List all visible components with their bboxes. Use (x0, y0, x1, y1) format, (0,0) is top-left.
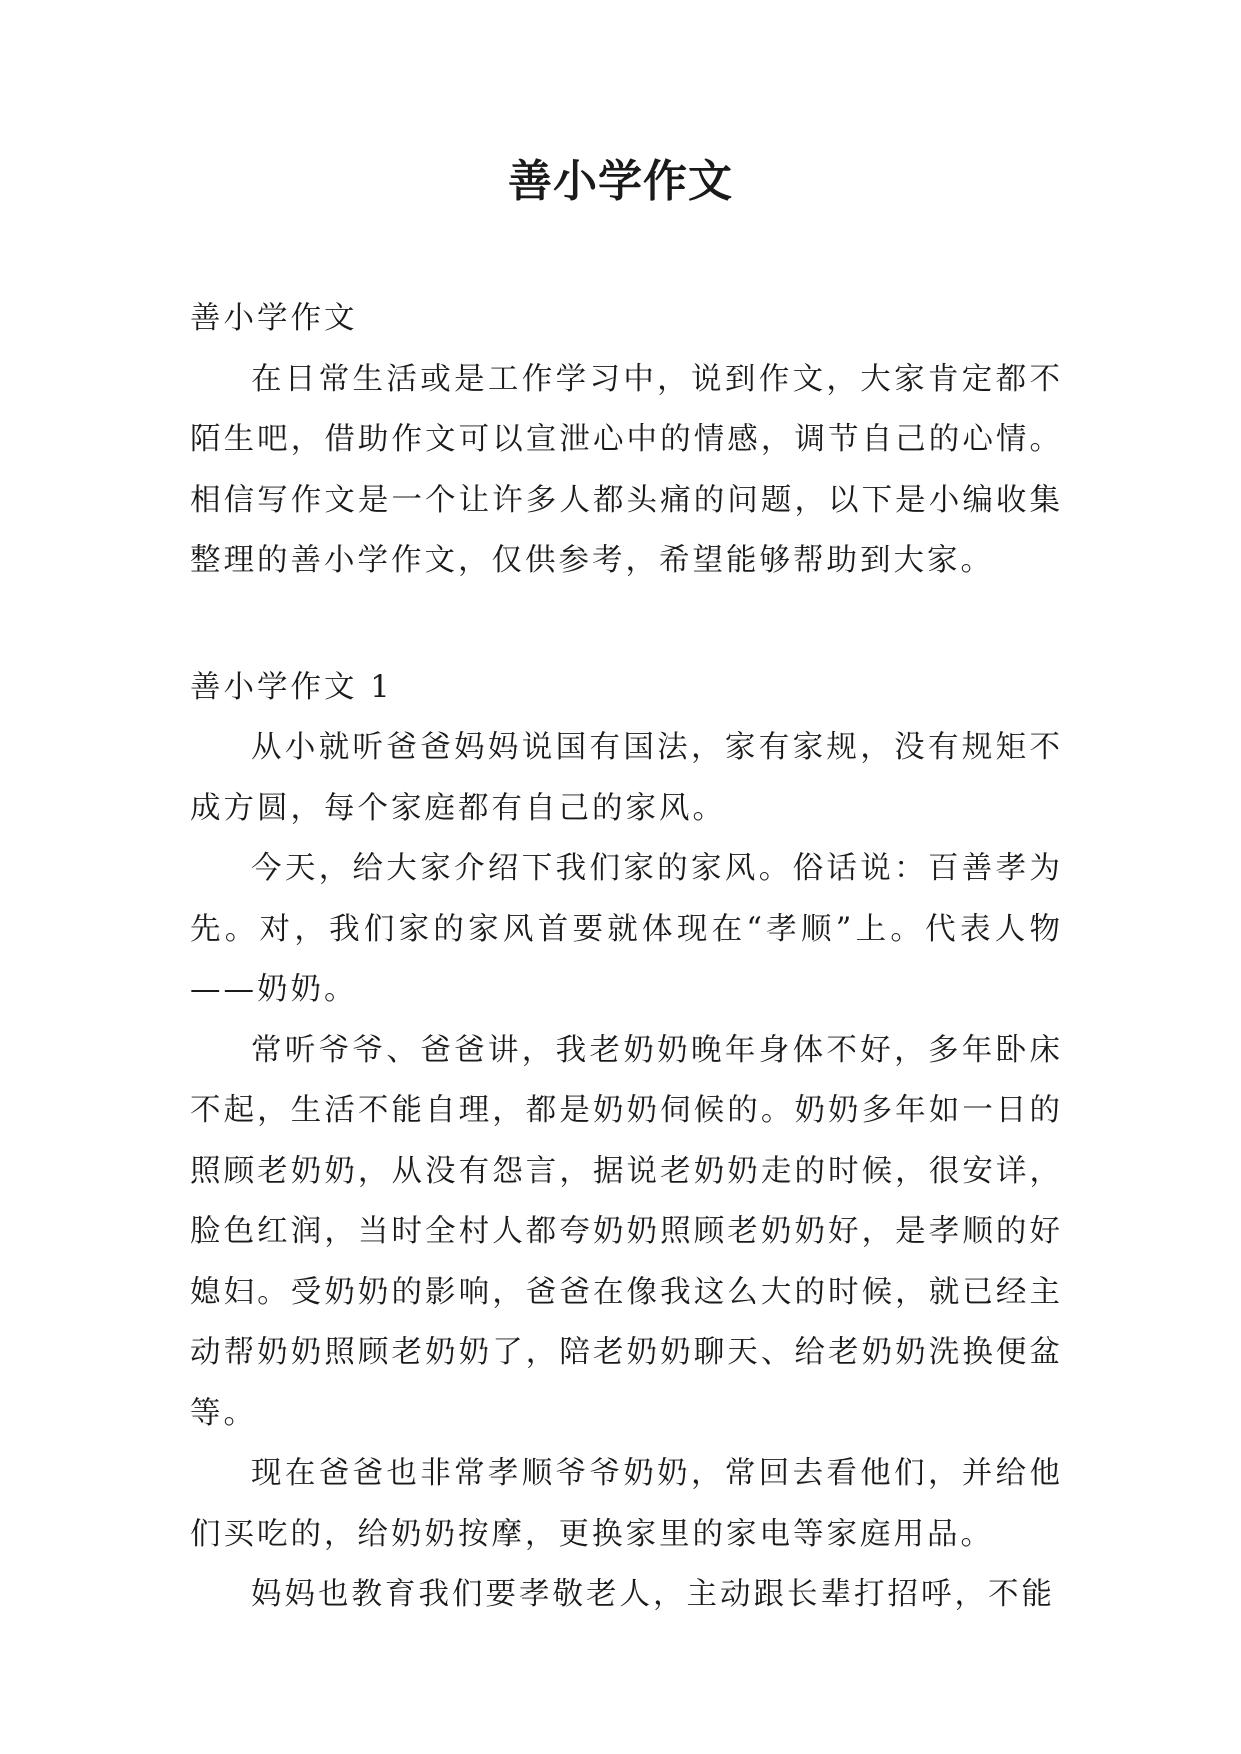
section-spacer (190, 592, 1063, 658)
essay-paragraph: 从小就听爸爸妈妈说国有国法，家有家规，没有规矩不成方圆，每个家庭都有自己的家风。 (190, 730, 1063, 826)
essay-paragraph: 今天，给大家介绍下我们家的家风。俗话说：百善孝为先。对，我们家的家风首要就体现在“孝顺”上。代表人物——奶奶。 (190, 851, 1063, 1007)
essay-paragraph: 常听爷爷、爸爸讲，我老奶奶晚年身体不好，多年卧床不起，生活不能自理，都是奶奶伺候的。奶奶多年如一日的照顾老奶奶，从没有怨言，据说老奶奶走的时候，很安详，脸色红润，当时全村人都夸奶奶照顾老奶奶好，是孝顺的好媳妇。受奶奶的影响，爸爸在像我这么大的时候，就已经主动帮奶奶照顾老奶奶了，陪老奶奶聊天、给老奶奶洗换便盆等。 (190, 1032, 1063, 1431)
essay-paragraph: 现在爸爸也非常孝顺爷爷奶奶，常回去看他们，并给他们买吃的，给奶奶按摩，更换家里的家电等家庭用品。 (190, 1456, 1063, 1552)
essay-paragraph: 妈妈也教育我们要孝敬老人，主动跟长辈打招呼，不能 (251, 1577, 1055, 1612)
document-body (190, 289, 1063, 1626)
intro-heading: 善小学作文 (190, 301, 358, 336)
essay-heading: 善小学作文 1 (190, 669, 393, 705)
intro-paragraph: 在日常生活或是工作学习中，说到作文，大家肯定都不陌生吧，借助作文可以宣泄心中的情感，调节自己的心情。相信写作文是一个让许多人都头痛的问题，以下是小编收集整理的善小学作文，仅供参考，希望能够帮助到大家。 (190, 361, 1063, 578)
document-title: 善小学作文 (508, 156, 733, 207)
